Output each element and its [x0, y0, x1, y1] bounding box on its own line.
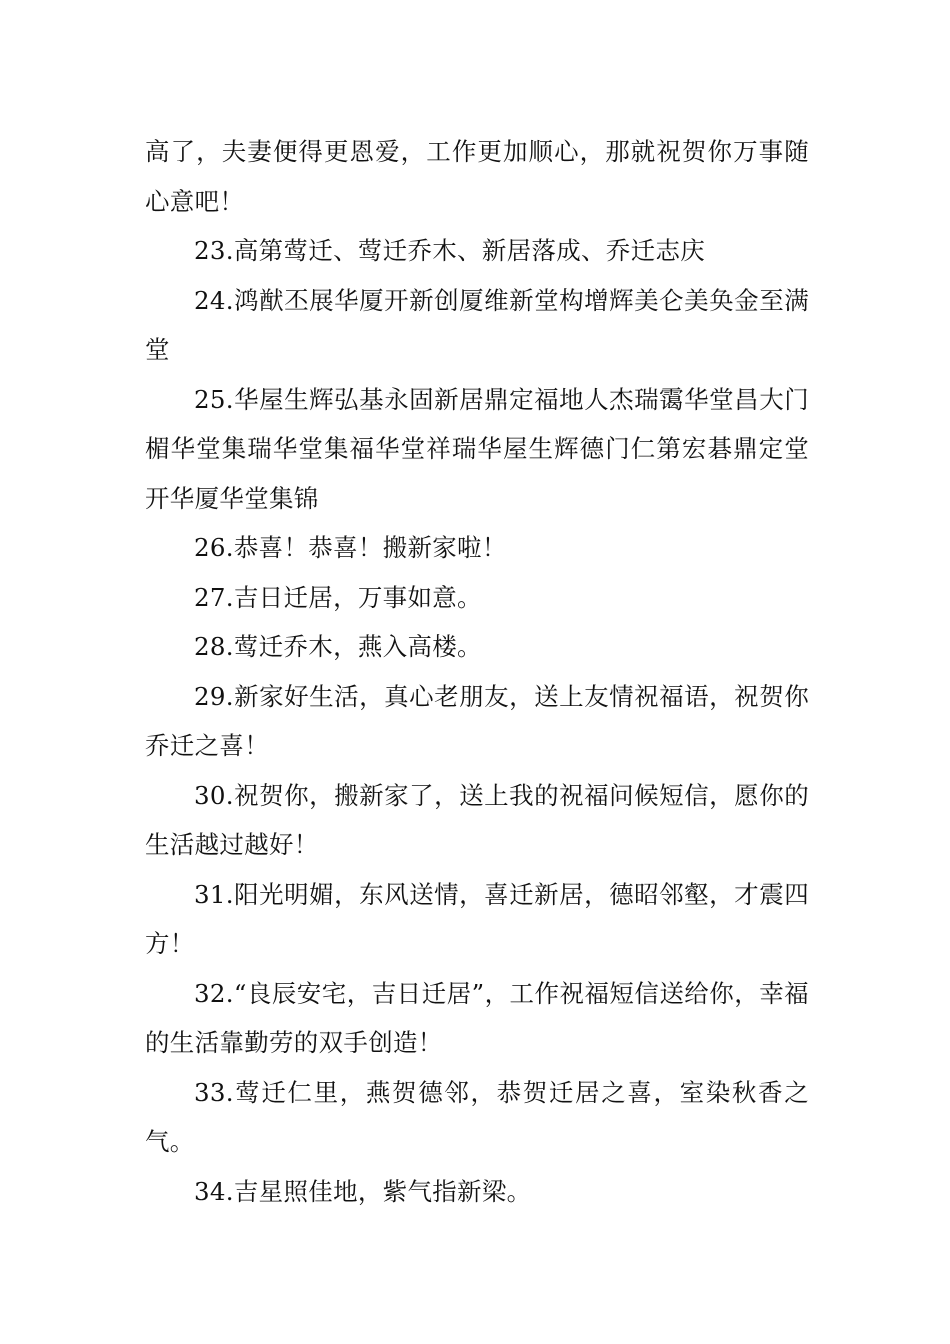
paragraph-26: 26.恭喜！恭喜！搬新家啦！ [194, 533, 507, 562]
paragraph-continued: 高了，夫妻便得更恩爱，工作更加顺心，那就祝贺你万事随心意吧！ [145, 137, 809, 216]
paragraph-32: 32.“良辰安宅，吉日迁居”，工作祝福短信送给你，幸福的生活靠勤劳的双手创造！ [145, 978, 809, 1057]
paragraph-29: 29.新家好生活，真心老朋友，送上友情祝福语，祝贺你乔迁之喜！ [145, 681, 809, 760]
paragraph-31: 31.阳光明媚，东风送情，喜迁新居，德昭邻壑，才震四方！ [145, 879, 809, 958]
paragraph-33: 33.莺迁仁里，燕贺德邻，恭贺迁居之喜，室染秋香之气。 [145, 1077, 809, 1156]
paragraph-28: 28.莺迁乔木，燕入高楼。 [194, 632, 482, 661]
paragraph-24: 24.鸿猷丕展华厦开新创厦维新堂构增辉美仑美奂金至满堂 [145, 285, 809, 364]
paragraph-25: 25.华屋生辉弘基永固新居鼎定福地人杰瑞霭华堂昌大门楣华堂集瑞华堂集福华堂祥瑞华屋生辉德门仁第宏碁鼎定堂开华厦华堂集锦 [145, 384, 809, 513]
document-page [145, 127, 809, 1216]
paragraph-27: 27.吉日迁居，万事如意。 [194, 582, 482, 612]
paragraph-23: 23.高第莺迁、莺迁乔木、新居落成、乔迁志庆 [194, 236, 706, 265]
paragraph-30: 30.祝贺你，搬新家了，送上我的祝福问候短信，愿你的生活越过越好！ [145, 780, 809, 859]
paragraph-34: 34.吉星照佳地，紫气指新梁。 [194, 1176, 532, 1206]
